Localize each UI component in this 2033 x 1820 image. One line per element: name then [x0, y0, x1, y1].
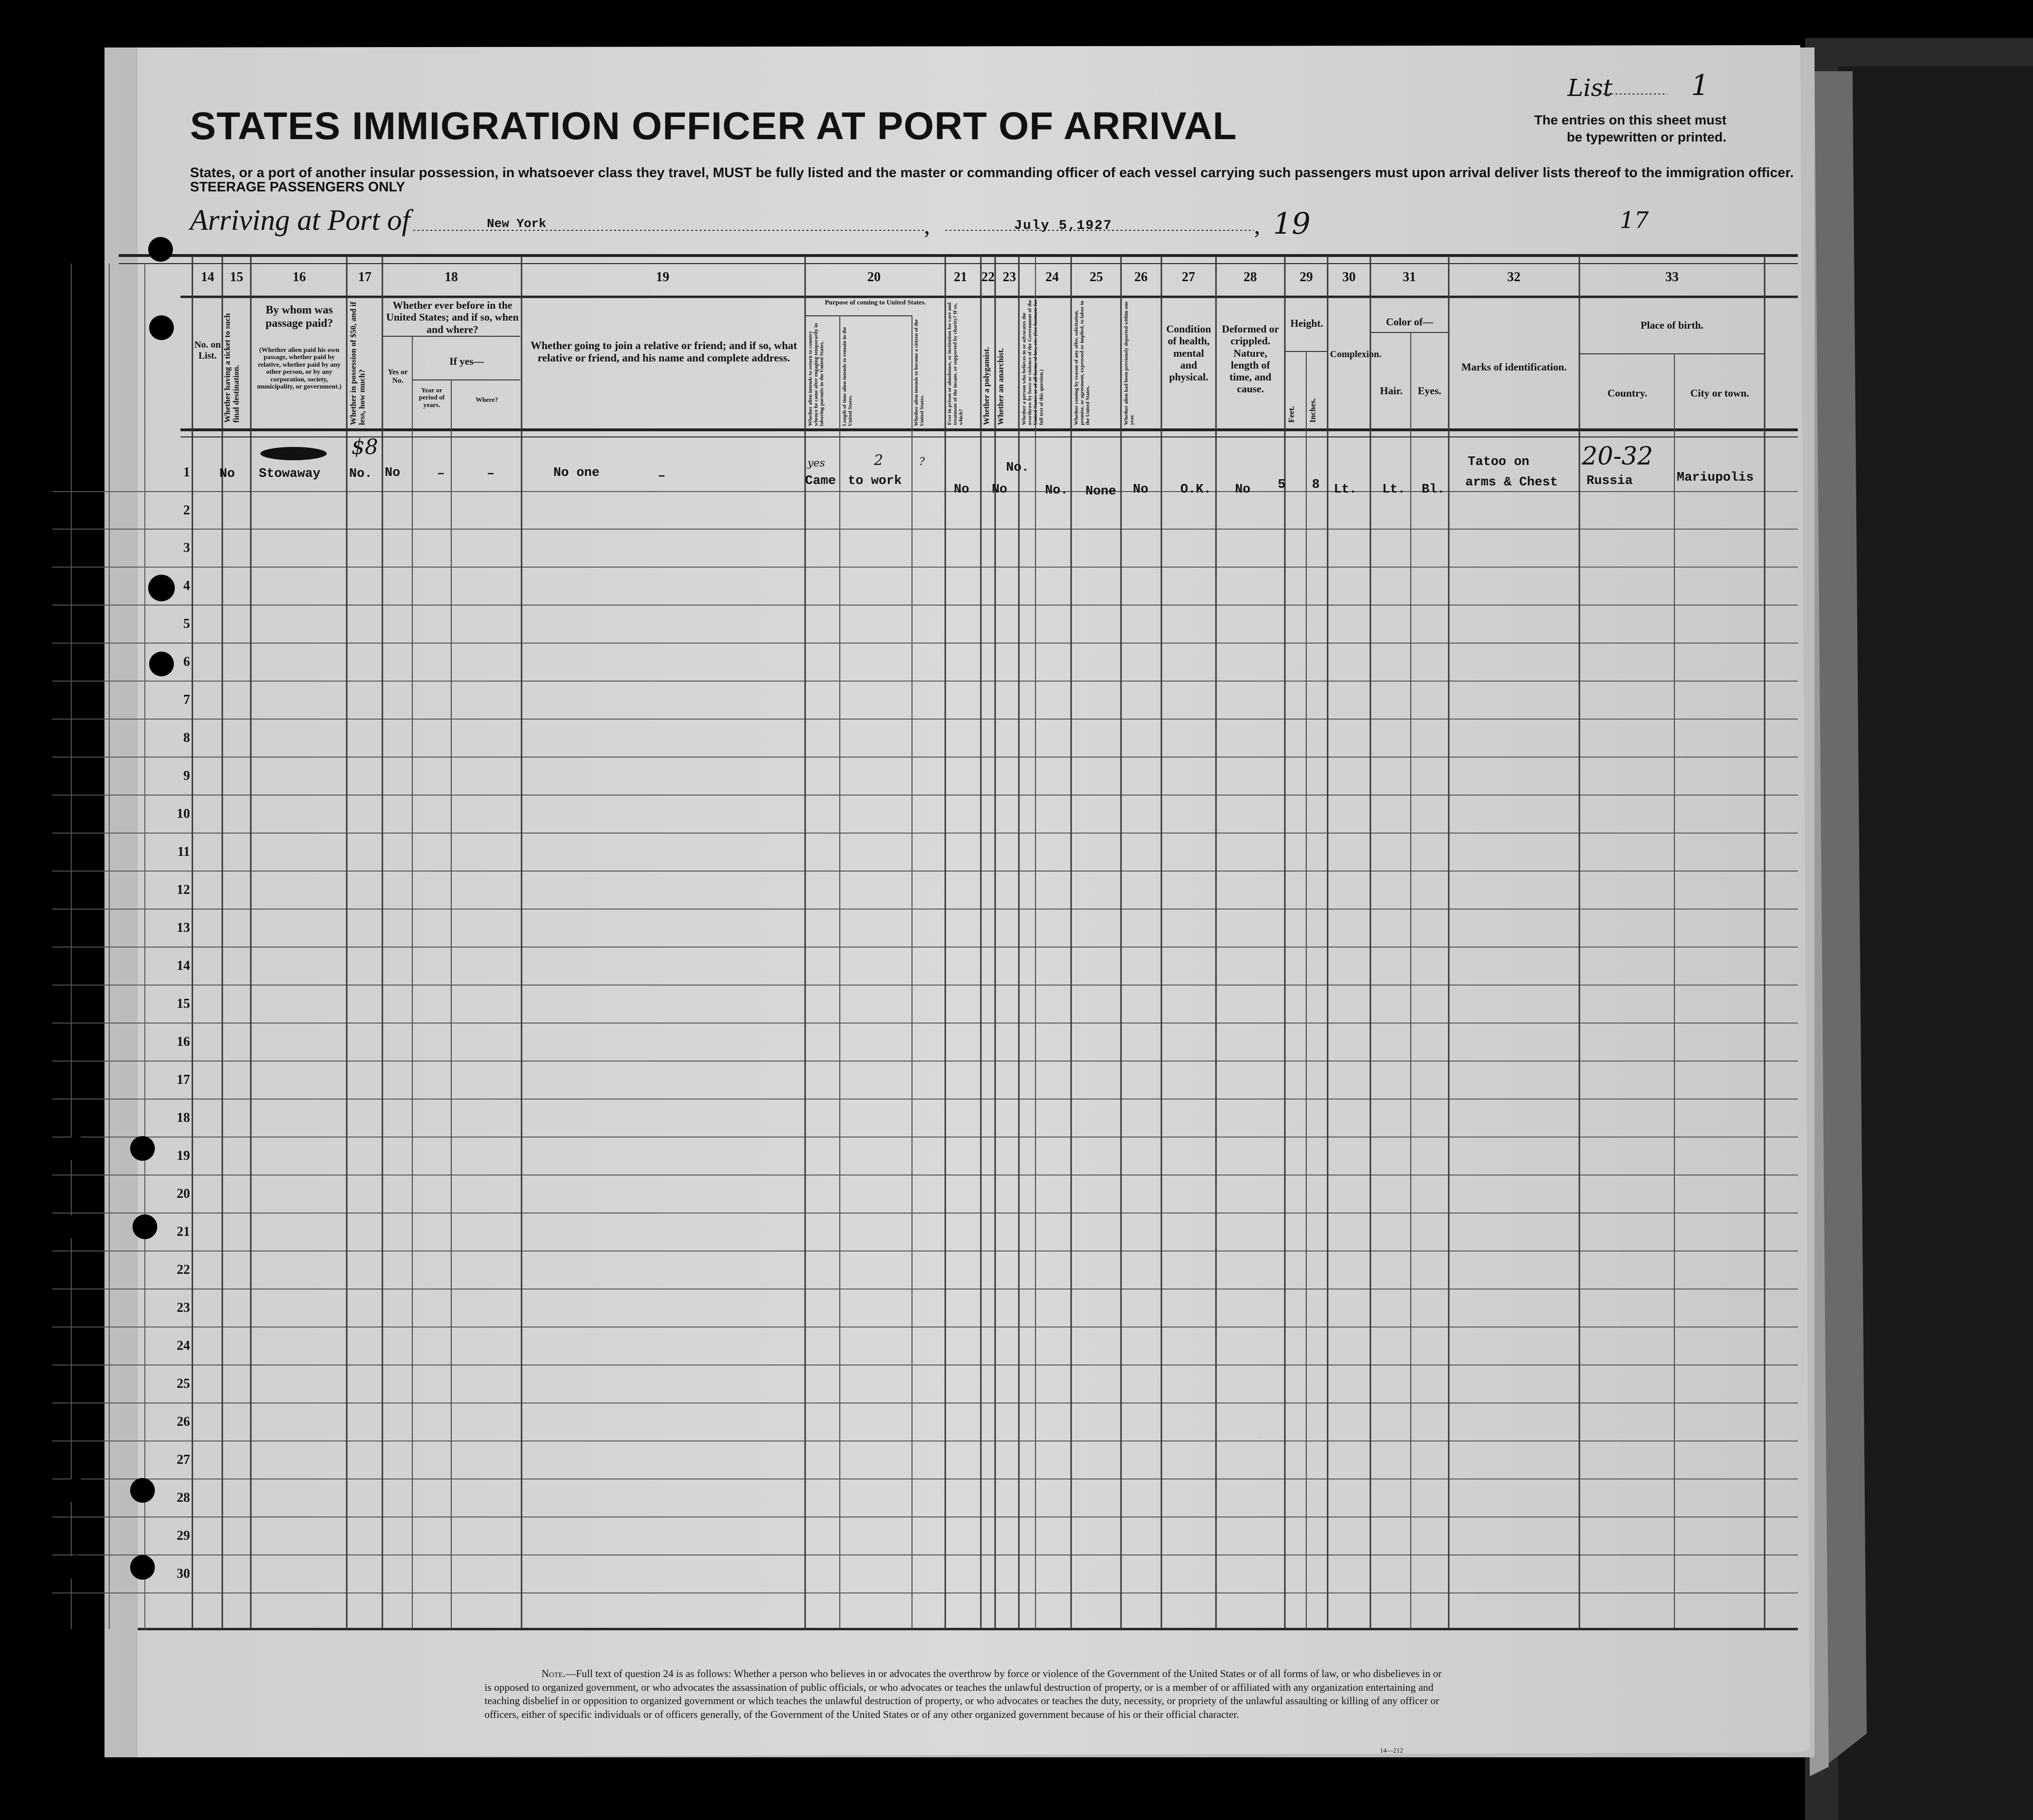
- column-number: 15: [230, 270, 243, 284]
- header-col21: Ever in prison or almshouse, or institution for care and treatment of the insane, or supported by charity? If so, which?: [947, 302, 964, 425]
- row-number: 1: [183, 465, 190, 480]
- header-col15: Whether having a ticket to such final destination.: [223, 313, 241, 423]
- cell-money-mark: $8: [352, 435, 378, 459]
- row-number: 25: [177, 1376, 190, 1391]
- header-col31-eyes: Eyes.: [1417, 385, 1442, 397]
- cell-prison: No: [954, 483, 969, 497]
- column-number: 29: [1300, 270, 1313, 284]
- cell-marks-line1: Tatoo on: [1468, 455, 1530, 469]
- header-col29-inches: Inches.: [1308, 398, 1317, 423]
- cell-purpose-b: to work: [848, 474, 902, 488]
- column-number: 17: [358, 270, 371, 284]
- row-number: 14: [177, 958, 190, 973]
- header-col22: Whether a polygamist.: [982, 347, 991, 425]
- form-code: 14—212: [1380, 1747, 1403, 1754]
- cell-purpose-mark-b: 2: [874, 452, 884, 469]
- cell-deported: No: [1133, 483, 1149, 497]
- date-comma: ,: [1254, 212, 1260, 239]
- entries-note: [1534, 112, 1727, 146]
- cell-purpose-mark-a: yes: [808, 457, 825, 469]
- header-col16-title: By whom was passage paid?: [265, 304, 333, 330]
- year-prefix: 19: [1273, 206, 1311, 241]
- row-number: 12: [177, 882, 190, 897]
- row-number: 9: [183, 768, 190, 783]
- cell-q24: No.: [1045, 483, 1068, 498]
- list-number: 1: [1691, 69, 1710, 102]
- cell-country: Russia: [1586, 474, 1633, 488]
- row-number: 20: [177, 1186, 190, 1201]
- cell-passage-paid: Stowaway: [259, 467, 321, 481]
- row-number: 5: [183, 616, 190, 631]
- header-col26: Whether alien had been previously deported within one year.: [1123, 301, 1135, 425]
- column-number: 22: [981, 270, 995, 284]
- row-number: 6: [183, 654, 190, 669]
- row-number: 26: [177, 1414, 190, 1429]
- footnote: [484, 1667, 1444, 1721]
- header-col33-country: Country.: [1607, 387, 1647, 399]
- header-col24: Whether a person who believes in or advocates the overthrow by force or violence of the Government of the United States or of all forms of law, etc. (See footnote for full text of this question.): [1021, 299, 1045, 425]
- cell-deformed: No: [1235, 483, 1251, 497]
- row-number: 24: [177, 1338, 190, 1353]
- cell-money: No.: [349, 467, 372, 481]
- column-number: 20: [867, 270, 881, 284]
- header-col28: Deformed or crippled. Nature, length of time, and cause.: [1222, 323, 1279, 395]
- cell-year: –: [437, 467, 445, 481]
- cell-where: –: [487, 467, 495, 481]
- footnote-lead: Note.: [542, 1668, 566, 1679]
- row-number: 19: [177, 1148, 190, 1163]
- header-col18-title: Whether ever before in the United States; and if so, when and where?: [386, 299, 519, 335]
- column-number: 27: [1182, 270, 1195, 284]
- column-number: 28: [1244, 270, 1257, 284]
- column-number: 26: [1134, 270, 1148, 284]
- column-number: 16: [293, 270, 306, 284]
- cell-anarchist: No.: [1006, 461, 1029, 475]
- cell-birth-mark: 20-32: [1582, 442, 1653, 471]
- cell-join-dash: –: [658, 469, 666, 483]
- cell-city: Mariupolis: [1677, 471, 1754, 485]
- column-number: 23: [1003, 270, 1016, 284]
- header-col18-ifyes: If yes—: [449, 355, 484, 367]
- column-number: 25: [1090, 270, 1103, 284]
- header-col31-hair: Hair.: [1380, 385, 1403, 397]
- cell-height-feet: 5: [1278, 478, 1286, 492]
- entries-note-line1: The entries on this sheet must: [1534, 113, 1727, 127]
- header-col18-where: Where?: [475, 397, 498, 404]
- row-number: 7: [183, 692, 190, 707]
- cell-hair: Lt.: [1382, 483, 1406, 497]
- header-col20a: Whether alien intends to return to country whence he came after engaging temporarily in laboring pursuits in the United States.: [808, 323, 825, 426]
- row-number: 10: [177, 806, 190, 821]
- header-col20c: Whether alien intends to become a citizen of the United States.: [913, 319, 925, 426]
- header-col31-title: Color of—: [1386, 316, 1434, 328]
- column-number: 21: [954, 270, 967, 284]
- row-number: 13: [177, 920, 190, 935]
- header-col29-feet: Feet.: [1287, 406, 1296, 423]
- header-col18-yesno: Yes or No.: [388, 368, 408, 385]
- header-col27: Condition of health, mental and physical.: [1166, 323, 1211, 383]
- header-col23: Whether an anarchist.: [996, 348, 1005, 425]
- list-label: List: [1568, 74, 1613, 102]
- column-number: 33: [1665, 270, 1679, 284]
- cell-ticket: No: [219, 467, 235, 481]
- port-comma: ,: [924, 212, 930, 239]
- row-number: 11: [177, 844, 190, 859]
- header-col16-sub: (Whether alien paid his own passage, whether paid by relative, whether paid by any other person, or by any corporation, society, municipality, or government.): [257, 347, 342, 390]
- row-number: 23: [177, 1300, 190, 1315]
- header-col33-title: Place of birth.: [1640, 319, 1704, 331]
- cell-complexion: Lt.: [1334, 483, 1357, 497]
- header-col19: Whether going to join a relative or friend; and if so, what relative or friend, and his name and complete address.: [531, 340, 797, 364]
- column-number: 31: [1403, 270, 1416, 284]
- header-col25: Whether coming by reason of any offer, solicitation, promise, or agreement, expressed or implied, to labor in the United States.: [1074, 301, 1091, 425]
- column-number: 19: [656, 270, 669, 284]
- cell-contract-labor: None: [1085, 484, 1116, 499]
- header-col20b: Length of time alien intends to remain in the United States.: [842, 327, 854, 426]
- row-number: 2: [183, 503, 190, 518]
- header-col33-city: City or town.: [1690, 387, 1749, 399]
- row-number: 29: [177, 1528, 190, 1543]
- header-col18-year: Year or period of years.: [418, 387, 445, 409]
- entries-note-line2: be typewritten or printed.: [1567, 130, 1727, 145]
- row-number: 22: [177, 1262, 190, 1277]
- cell-eyes: Bl.: [1422, 483, 1445, 497]
- date-value: July 5,1927: [1014, 218, 1112, 233]
- intro-text: States, or a port of another insular possession, in whatsoever class they travel, MUST be fully listed and the master or commanding officer of each vessel carrying such passengers must upon arrival deliver lists thereof to the immigration officer.: [190, 165, 1794, 180]
- cell-join-relative: No one: [553, 466, 600, 480]
- header-col29-title: Height.: [1290, 317, 1323, 329]
- row-number: 28: [177, 1490, 190, 1505]
- cell-polygamist: No: [992, 483, 1007, 497]
- cell-height-inches: 8: [1312, 478, 1320, 492]
- port-value: New York: [487, 217, 546, 231]
- footnote-text: —Full text of question 24 is as follows: Whether a person who believes in or advocates the overthrow by force or violence of the Government of the United States or of all forms of law, or who disbelieves in or is opposed to organized government, or who advocates the assassination of public officials, or who advocates or teaches the unlawful destruction of property, or is a member of or affiliated with any organization entertaining and teaching disbelief in or opposition to organized government or which teaches the unlawful destruction of property, or who advocates or teaches the duty, necessity, or propriety of the unlawful assaulting or killing of any officer or officers, either of specific individuals or of officers generally, of the Government of the United States or of any other organized government because of his or their official character.: [484, 1668, 1442, 1720]
- row-number: 17: [177, 1072, 190, 1087]
- header-col20-title: Purpose of coming to United States.: [825, 299, 926, 306]
- row-number: 27: [177, 1452, 190, 1467]
- header-col30: Complexion.: [1330, 349, 1382, 360]
- year-suffix: 17: [1620, 207, 1649, 234]
- row-number: 16: [177, 1034, 190, 1049]
- cell-purpose-mark-c: ?: [919, 456, 925, 468]
- column-number: 24: [1045, 270, 1059, 284]
- row-number: 8: [183, 730, 190, 745]
- row-number: 15: [177, 996, 190, 1011]
- column-number: 18: [445, 270, 458, 284]
- header-col17: Whether in possession of $50, and if less, how much?: [349, 302, 367, 425]
- cell-purpose-a: Came: [805, 474, 836, 488]
- row-number: 4: [183, 578, 190, 593]
- cell-health: O.K.: [1180, 483, 1211, 497]
- cell-before-us: No: [385, 466, 400, 480]
- row-number: 18: [177, 1110, 190, 1125]
- steerage-text: STEERAGE PASSENGERS ONLY: [190, 180, 405, 195]
- row-number: 3: [183, 540, 190, 555]
- cell-marks-line2: arms & Chest: [1465, 475, 1558, 490]
- arriving-label: Arriving at Port of: [190, 204, 410, 237]
- page-title: STATES IMMIGRATION OFFICER AT PORT OF ARRIVAL: [190, 104, 1237, 148]
- column-number: 30: [1342, 270, 1356, 284]
- header-col14: No. on List.: [194, 340, 221, 361]
- column-number: 14: [201, 270, 214, 284]
- row-number: 21: [177, 1224, 190, 1239]
- row-number: 30: [177, 1566, 190, 1581]
- column-number: 32: [1507, 270, 1520, 284]
- header-col32: Marks of identification.: [1461, 361, 1567, 373]
